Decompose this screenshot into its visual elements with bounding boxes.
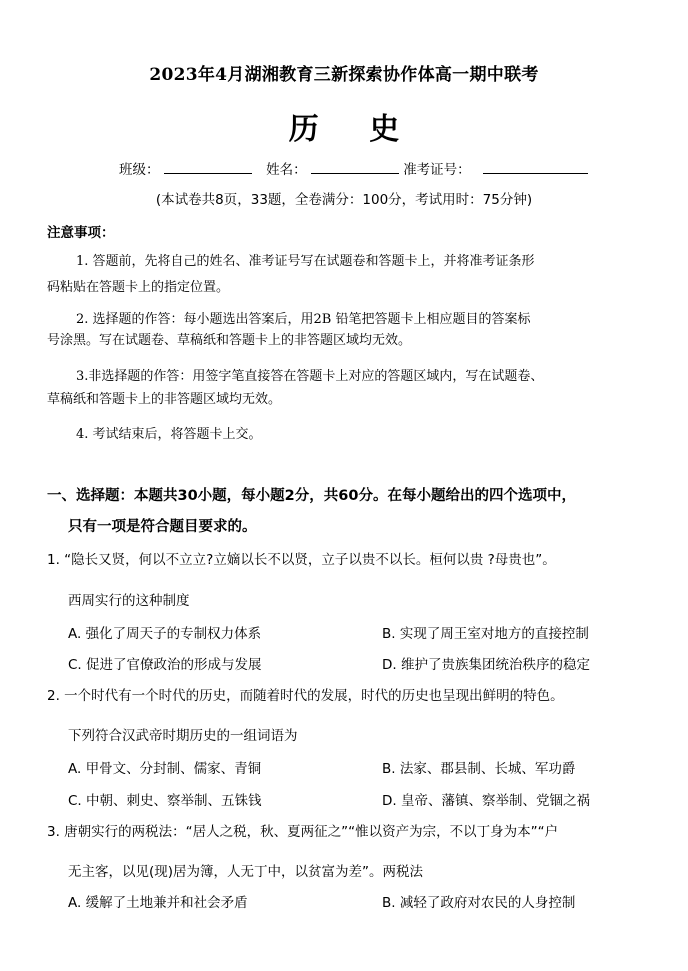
name-blank [311,159,399,174]
notice-item-4: 4. 考试结束后，将答题卡上交。 [76,427,262,442]
info-fields [119,158,588,178]
question-1-option-a: A. 强化了周天子的专制权力体系 [68,626,262,642]
question-3-stem-line1: 3. 唐朝实行的两税法：“居人之税，秋、夏两征之”“惟以资产为宗，不以丁身为本”“户 [47,824,559,840]
notice-item-3-line2: 草稿纸和答题卡上的非答题区域均无效。 [47,392,282,407]
question-3-option-b: B. 减轻了政府对农民的人身控制 [382,895,576,911]
notice-item-1-line1: 1. 答题前，先将自己的姓名、准考证号写在试题卷和答题卡上，并将准考证条形 [76,254,535,269]
id-label: 准考证号： [403,162,471,178]
question-3-option-a: A. 缓解了土地兼并和社会矛盾 [68,895,248,911]
question-3-stem-line2: 无主客，以见(现)居为簿，人无丁中，以贫富为差”。两税法 [68,864,424,880]
notice-title: 注意事项： [47,225,115,241]
question-2-option-a: A. 甲骨文、分封制、儒家、青铜 [68,761,262,777]
question-2-option-c: C. 中朝、刺史、察举制、五铢钱 [68,793,262,809]
question-2-option-b: B. 法家、郡县制、长城、军功爵 [382,761,576,777]
notice-item-2-line1: 2. 选择题的作答：每小题选出答案后，用2B 铅笔把答题卡上相应题目的答案标 [76,312,531,327]
notice-item-1-line2: 码粘贴在答题卡上的指定位置。 [47,280,230,295]
section-heading-line1: 一、选择题：本题共30小题，每小题2分，共60分。在每小题给出的四个选项中， [47,488,576,504]
notice-item-3-line1: 3.非选择题的作答：用签字笔直接答在答题卡上对应的答题区域内，写在试题卷、 [76,369,544,384]
question-2-stem-line1: 2. 一个时代有一个时代的历史，而随着时代的发展，时代的历史也呈现出鲜明的特色。 [47,688,564,704]
section-heading-line2: 只有一项是符合题目要求的。 [68,519,257,535]
question-1-stem-line1: 1. “隐长又贤，何以不立立?立嫡以长不以贤，立子以贵不以长。桓何以贵 ?母贵也”。 [47,552,556,568]
notice-item-2-line2: 号涂黑。写在试题卷、草稿纸和答题卡上的非答题区域均无效。 [47,333,412,348]
id-blank [483,159,588,174]
question-1-stem-line2: 西周实行的这种制度 [68,593,190,609]
question-1-option-b: B. 实现了周王室对地方的直接控制 [382,626,589,642]
class-label: 班级： [119,162,160,178]
question-1-option-d: D. 维护了贵族集团统治秩序的稳定 [382,657,590,673]
question-2-stem-line2: 下列符合汉武帝时期历史的一组词语为 [68,728,298,744]
class-blank [164,159,252,174]
question-2-option-d: D. 皇帝、藩镇、察举制、党锢之祸 [382,793,590,809]
name-label: 姓名： [266,162,307,178]
exam-info: (本试卷共8页，33题，全卷满分：100分，考试用时：75分钟) [155,192,533,208]
exam-title: 2023年4月湖湘教育三新探索协作体高一期中联考 [149,65,539,85]
question-1-option-c: C. 促进了官僚政治的形成与发展 [68,657,262,673]
subject-title: 历 史 [288,112,420,147]
